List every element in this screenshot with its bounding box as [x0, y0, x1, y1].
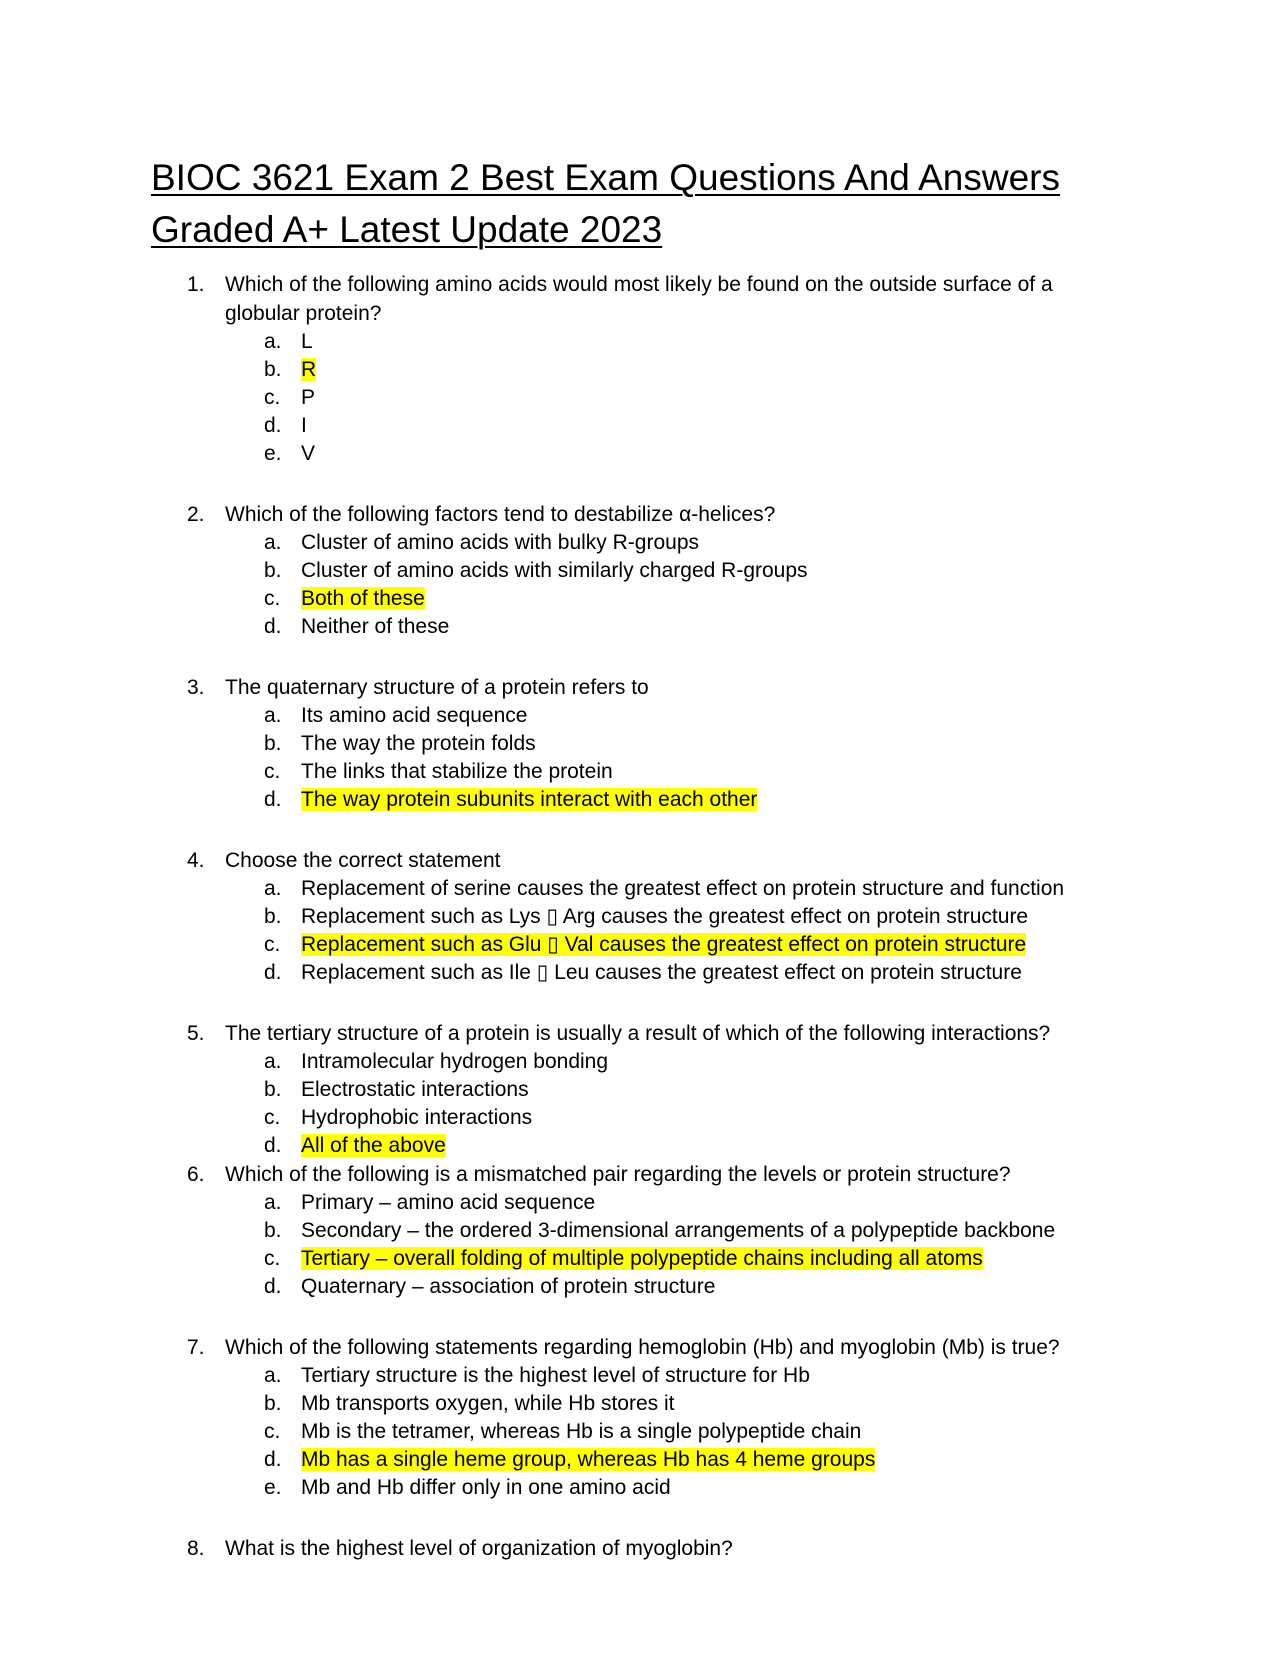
option-letter: b. [264, 358, 282, 381]
answer-option [0, 384, 1280, 412]
option-letter: d. [264, 414, 282, 437]
option-text: Primary – amino acid sequence [301, 1191, 596, 1214]
question-number: 6. [187, 1163, 205, 1186]
option-letter: a. [264, 1050, 282, 1073]
question-4 [0, 846, 1280, 987]
answer-option [0, 412, 1280, 440]
question-spacer [0, 641, 1280, 673]
option-text: The way the protein folds [301, 732, 536, 755]
question-stem: What is the highest level of organization of myoglobin? [225, 1537, 733, 1560]
answer-option [0, 1104, 1280, 1132]
option-text: Mb and Hb differ only in one amino acid [301, 1476, 671, 1499]
question-spacer [0, 1502, 1280, 1534]
highlighted-answer: Mb has a single heme group, whereas Hb has 4 heme groups [301, 1448, 876, 1471]
question-spacer [0, 468, 1280, 500]
answer-option [0, 786, 1280, 814]
question-spacer [0, 1301, 1280, 1333]
answer-option [0, 613, 1280, 641]
highlighted-answer: All of the above [301, 1134, 446, 1157]
option-text: L [301, 330, 313, 353]
option-letter: b. [264, 559, 282, 582]
answer-option [0, 1132, 1280, 1160]
option-letter: e. [264, 442, 282, 465]
question-number: 4. [187, 849, 205, 872]
option-text: The links that stabilize the protein [301, 760, 613, 783]
question-5 [0, 1019, 1280, 1160]
option-letter: c. [264, 587, 281, 610]
question-stem: The tertiary structure of a protein is usually a result of which of the following interactions? [225, 1022, 1051, 1045]
option-text: Its amino acid sequence [301, 704, 528, 727]
question-text [0, 1019, 1280, 1048]
highlighted-answer: Tertiary – overall folding of multiple polypeptide chains including all atoms [301, 1247, 983, 1270]
option-letter: d. [264, 1134, 282, 1157]
question-text [0, 270, 1280, 328]
option-letter: a. [264, 877, 282, 900]
option-letter: b. [264, 732, 282, 755]
highlighted-answer: Replacement such as Glu ▯ Val causes the greatest effect on protein structure [301, 933, 1027, 956]
option-letter: c. [264, 386, 281, 409]
option-text: Replacement of serine causes the greatest effect on protein structure and function [301, 877, 1065, 900]
answer-option [0, 1273, 1280, 1301]
option-text: Quaternary – association of protein structure [301, 1275, 716, 1298]
option-letter: d. [264, 961, 282, 984]
option-letter: c. [264, 933, 281, 956]
option-letter: c. [264, 1420, 281, 1443]
option-letter: a. [264, 1191, 282, 1214]
option-text: V [301, 442, 316, 465]
question-stem: Which of the following is a mismatched pair regarding the levels or protein structure? [225, 1163, 1011, 1186]
answer-option [0, 1362, 1280, 1390]
answer-option [0, 328, 1280, 356]
document-title: BIOC 3621 Exam 2 Best Exam Questions And Answers Graded A+ Latest Update 2023 [151, 157, 1060, 250]
question-7 [0, 1333, 1280, 1502]
question-text [0, 500, 1280, 529]
answer-option [0, 1390, 1280, 1418]
question-stem: Which of the following statements regarding hemoglobin (Hb) and myoglobin (Mb) is true? [225, 1336, 1060, 1359]
answer-options [0, 328, 1280, 468]
answer-option [0, 931, 1280, 959]
highlighted-answer: R [301, 358, 317, 381]
answer-option [0, 702, 1280, 730]
option-text: Secondary – the ordered 3-dimensional arrangements of a polypeptide backbone [301, 1219, 1056, 1242]
option-letter: d. [264, 615, 282, 638]
question-stem: Choose the correct statement [225, 849, 501, 872]
option-text: Hydrophobic interactions [301, 1106, 533, 1129]
option-text: Replacement such as Ile ▯ Leu causes the greatest effect on protein structure [301, 961, 1022, 984]
option-letter: c. [264, 1106, 281, 1129]
option-letter: b. [264, 905, 282, 928]
answer-option [0, 585, 1280, 613]
question-spacer [0, 814, 1280, 846]
answer-option [0, 1446, 1280, 1474]
answer-option [0, 1076, 1280, 1104]
answer-option [0, 903, 1280, 931]
option-letter: d. [264, 1275, 282, 1298]
question-6 [0, 1160, 1280, 1301]
option-letter: b. [264, 1078, 282, 1101]
option-letter: b. [264, 1392, 282, 1415]
option-text: Neither of these [301, 615, 450, 638]
question-8 [0, 1534, 1280, 1563]
question-3 [0, 673, 1280, 814]
question-number: 1. [187, 273, 205, 296]
option-letter: d. [264, 1448, 282, 1471]
option-text: Mb is the tetramer, whereas Hb is a single polypeptide chain [301, 1420, 862, 1443]
option-text: Intramolecular hydrogen bonding [301, 1050, 609, 1073]
answer-option [0, 529, 1280, 557]
option-text: Cluster of amino acids with bulky R-groups [301, 531, 699, 554]
answer-options [0, 529, 1280, 641]
question-1 [0, 270, 1280, 468]
question-number: 7. [187, 1336, 205, 1359]
option-letter: b. [264, 1219, 282, 1242]
answer-option [0, 440, 1280, 468]
highlighted-answer: The way protein subunits interact with each other [301, 788, 758, 811]
option-letter: a. [264, 531, 282, 554]
answer-option [0, 1048, 1280, 1076]
answer-options [0, 1189, 1280, 1301]
question-number: 2. [187, 503, 205, 526]
option-letter: e. [264, 1476, 282, 1499]
question-text [0, 1333, 1280, 1362]
answer-options [0, 1362, 1280, 1502]
answer-option [0, 959, 1280, 987]
question-number: 5. [187, 1022, 205, 1045]
question-stem: The quaternary structure of a protein refers to [225, 676, 649, 699]
option-letter: a. [264, 330, 282, 353]
answer-option [0, 1217, 1280, 1245]
option-text: I [301, 414, 307, 437]
option-text: Mb transports oxygen, while Hb stores it [301, 1392, 675, 1415]
option-letter: a. [264, 704, 282, 727]
answer-option [0, 875, 1280, 903]
question-spacer [0, 987, 1280, 1019]
option-letter: c. [264, 760, 281, 783]
question-text [0, 673, 1280, 702]
option-text: Cluster of amino acids with similarly charged R-groups [301, 559, 808, 582]
question-text [0, 1160, 1280, 1189]
question-text [0, 846, 1280, 875]
answer-option [0, 1418, 1280, 1446]
answer-option [0, 758, 1280, 786]
question-number: 8. [187, 1537, 205, 1560]
answer-option [0, 356, 1280, 384]
answer-options [0, 875, 1280, 987]
question-number: 3. [187, 676, 205, 699]
question-stem: Which of the following amino acids would most likely be found on the outside surface of a globular protein? [225, 273, 1053, 325]
option-text: Tertiary structure is the highest level of structure for Hb [301, 1364, 810, 1387]
option-letter: d. [264, 788, 282, 811]
highlighted-answer: Both of these [301, 587, 425, 610]
option-text: P [301, 386, 316, 409]
answer-option [0, 1245, 1280, 1273]
question-stem: Which of the following factors tend to destabilize α-helices? [225, 503, 776, 526]
answer-option [0, 1189, 1280, 1217]
option-letter: a. [264, 1364, 282, 1387]
answer-options [0, 702, 1280, 814]
answer-options [0, 1048, 1280, 1160]
option-letter: c. [264, 1247, 281, 1270]
option-text: Electrostatic interactions [301, 1078, 529, 1101]
answer-option [0, 557, 1280, 585]
option-text: Replacement such as Lys ▯ Arg causes the greatest effect on protein structure [301, 905, 1029, 928]
answer-option [0, 1474, 1280, 1502]
question-2 [0, 500, 1280, 641]
answer-option [0, 730, 1280, 758]
question-list [0, 270, 1280, 1563]
question-text [0, 1534, 1280, 1563]
